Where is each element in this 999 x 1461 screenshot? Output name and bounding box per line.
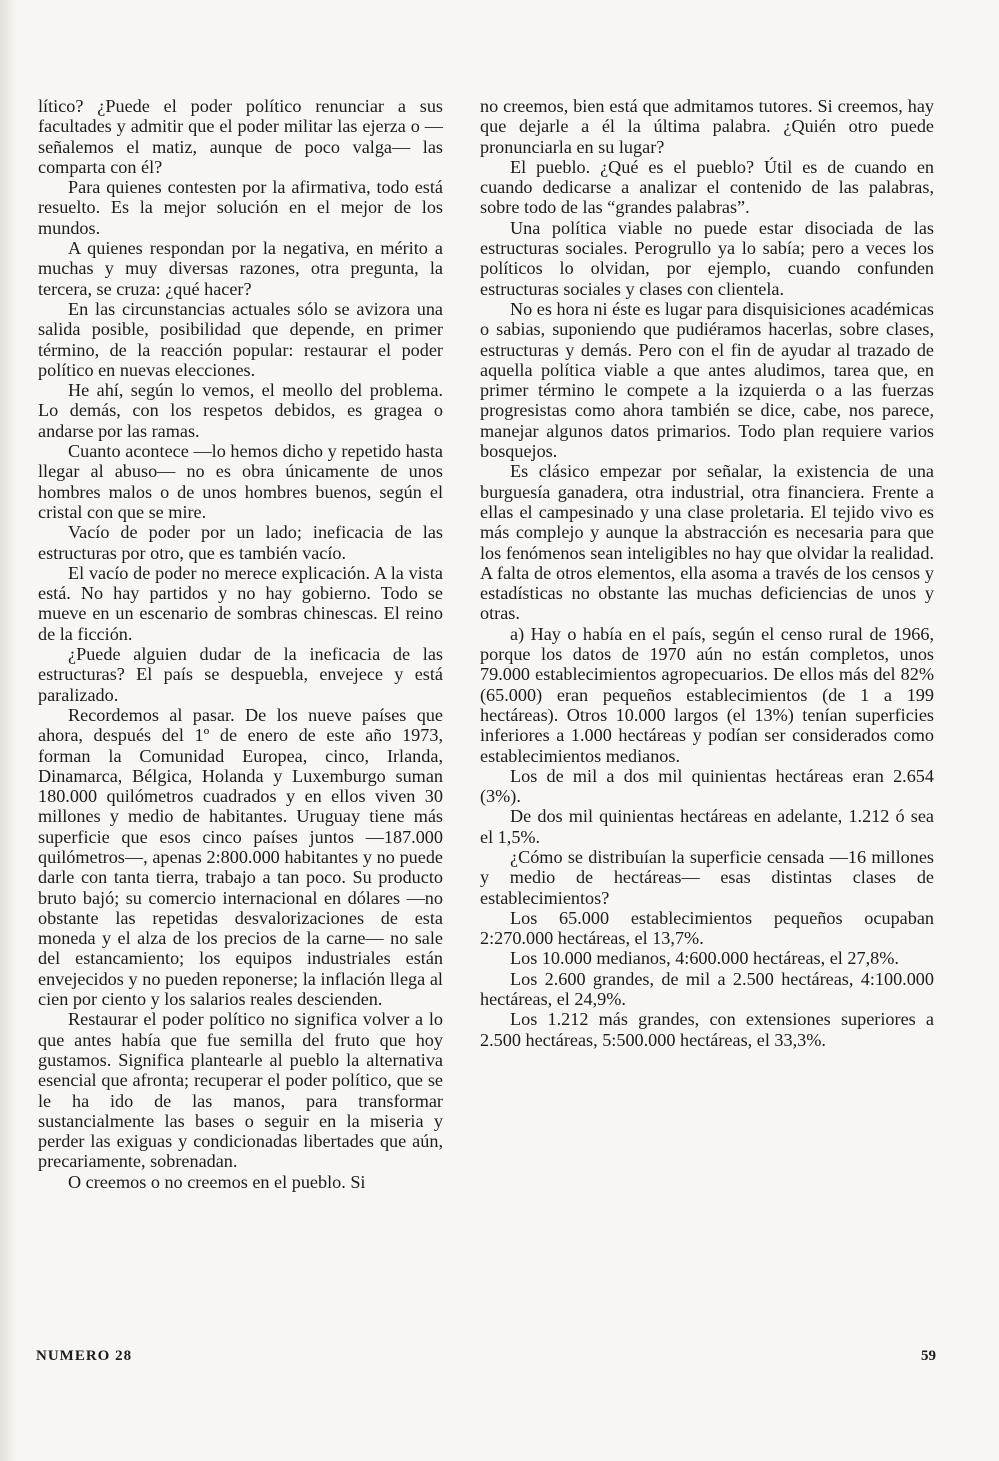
right-column — [480, 96, 934, 1050]
paragraph: No es hora ni éste es lugar para disquisiciones académicas o sabias, suponiendo que pudiéramos hacerlas, sobre clases, estructuras y demás. Pero con el fin de ayudar al trazado de aquella política viable a que antes aludimos, tarea que, en primer término le compete a la izquierda o a las fuerzas progresistas como ahora también se dice, cabe, nos parece, manejar algunos datos primarios. Todo plan requiere varios bosquejos. — [480, 298, 934, 462]
paragraph: De dos mil quinientas hectáreas en adelante, 1.212 ó sea el 1,5%. — [480, 806, 934, 847]
paragraph: He ahí, según lo vemos, el meollo del problema. Lo demás, con los respetos debidos, es gragea o andarse por las ramas. — [38, 380, 443, 441]
paragraph: A quienes respondan por la negativa, en mérito a muchas y muy diversas razones, otra pregunta, la tercera, se cruza: ¿qué hacer? — [38, 238, 443, 299]
paragraph: a) Hay o había en el país, según el censo rural de 1966, porque los datos de 1970 aún no están completos, unos 79.000 establecimientos agropecuarios. De ellos más del 82% (65.000) eran pequeños establecimientos (de 1 a 199 hectáreas). Otros 10.000 largos (el 13%) tenían superficies inferiores a 1.000 hectáreas y podían ser considerados como establecimientos medianos. — [480, 623, 934, 766]
paragraph: Para quienes contesten por la afirmativa, todo está resuelto. Es la mejor solución en el mejor de los mundos. — [38, 177, 443, 238]
paragraph: Una política viable no puede estar disociada de las estructuras sociales. Perogrullo ya lo sabía; pero a veces los políticos lo olvidan, por ejemplo, cuando confunden estructuras sociales y clases con clientela. — [480, 217, 934, 299]
paragraph: El vacío de poder no merece explicación. A la vista está. No hay partidos y no hay gobierno. Todo se mueve en un escenario de sombras chinescas. El reino de la ficción. — [38, 562, 443, 644]
paragraph: O creemos o no creemos en el pueblo. Si — [68, 1171, 366, 1192]
paragraph: Los 1.212 más grandes, con extensiones superiores a 2.500 hectáreas, 5:500.000 hectáreas, el 33,3%. — [480, 1009, 934, 1050]
paragraph: El pueblo. ¿Qué es el pueblo? Útil es de cuando en cuando dedicarse a analizar el contenido de las palabras, sobre todo de las “grandes palabras”. — [480, 156, 934, 218]
paragraph: Vacío de poder por un lado; ineficacia de las estructuras por otro, que es también vacío. — [38, 522, 443, 563]
paragraph: Los de mil a dos mil quinientas hectáreas eran 2.654 (3%). — [480, 765, 934, 807]
issue-number: NUMERO 28 — [36, 1348, 133, 1364]
paragraph: Los 65.000 establecimientos pequeños ocupaban 2:270.000 hectáreas, el 13,7%. — [480, 907, 934, 949]
paragraph: En las circunstancias actuales sólo se avizora una salida posible, posibilidad que depende, en primer término, de la reacción popular: restaurar el poder político en nuevas elecciones. — [38, 298, 443, 380]
paragraph: Restaurar el poder político no significa volver a lo que antes había que fue semilla del fruto que hoy gustamos. Significa plantearle al pueblo la alternativa esencial que afronta; recuperar el poder político, que se le ha ido de las manos, para transformar sustancialmente las bases o seguir en la miseria y perder las exiguas y condicionadas libertades que aún, precariamente, sobrenadan. — [38, 1009, 443, 1172]
paragraph: Es clásico empezar por señalar, la existencia de una burguesía ganadera, otra industrial, otra financiera. Frente a ellas el campesinado y una clase proletaria. El tejido vivo es más complejo y aunque la abstracción es necesaria para que los fenómenos sean inteligibles no hay que olvidar la realidad. A falta de otros elementos, ella asoma a través de los censos y estadísticas no obstante las muchas deficiencias de unos y otras. — [480, 461, 934, 624]
paragraph: Los 10.000 medianos, 4:600.000 hectáreas, el 27,8%. — [510, 948, 899, 969]
page-spine-shadow — [0, 0, 16, 1461]
paragraph: ¿Cómo se distribuían la superficie censada —16 millones y medio de hectáreas— esas distintas clases de establecimientos? — [480, 846, 934, 908]
paragraph: no creemos, bien está que admitamos tutores. Si creemos, hay que dejarle a él la última palabra. ¿Quién otro puede pronunciarla en su lugar? — [480, 96, 934, 157]
paragraph: Cuanto acontece —lo hemos dicho y repetido hasta llegar al abuso— no es obra únicamente de unos hombres malos o de unos hombres buenos, según el cristal con que se mire. — [38, 441, 443, 522]
page-number: 59 — [921, 1348, 936, 1364]
paragraph: Los 2.600 grandes, de mil a 2.500 hectáreas, 4:100.000 hectáreas, el 24,9%. — [480, 968, 934, 1010]
paragraph: ¿Puede alguien dudar de la ineficacia de las estructuras? El país se despuebla, envejece y está paralizado. — [38, 644, 443, 705]
page-footer — [36, 1348, 936, 1372]
paragraph: Recordemos al pasar. De los nueve países que ahora, después del 1º de enero de este año 1973, forman la Comunidad Europea, cinco, Irlanda, Dinamarca, Bélgica, Holanda y Luxemburgo suman 180.000 quilómetros cuadrados y en ellos viven 30 millones y medio de habitantes. Uruguay tiene más superficie que esos cinco países juntos —187.000 quilómetros—, apenas 2:800.000 habitantes y no puede darle con tanta tierra, trabajo a tan poco. Su producto bruto bajó; su comercio internacional en dólares —no obstante las repetidas desvalorizaciones de esta moneda y el alza de los precios de la carne— no sale del estancamiento; los equipos industriales están envejecidos y no pueden reponerse; la inflación llega al cien por ciento y los salarios reales descienden. — [38, 704, 443, 1010]
paragraph: lítico? ¿Puede el poder político renunciar a sus facultades y admitir que el poder militar las ejerza o —señalemos el matiz, aunque de poco valga— las comparta con él? — [38, 96, 443, 177]
left-column — [38, 96, 443, 1192]
magazine-page — [38, 96, 978, 1396]
